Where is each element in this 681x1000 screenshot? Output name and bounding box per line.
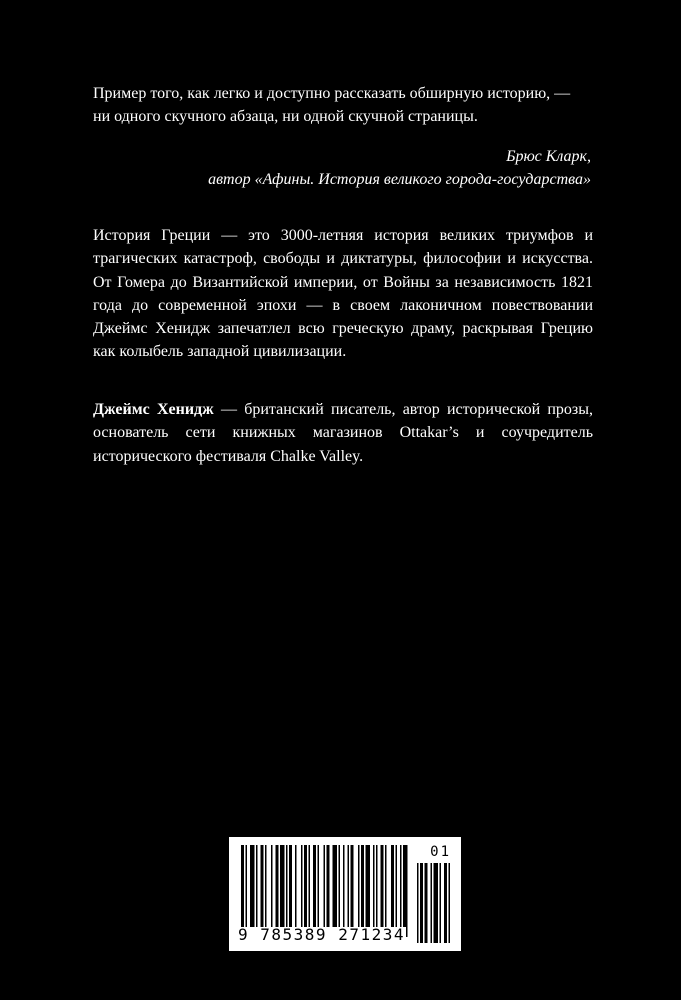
- quote-author-description: автор «Афины. История великого города-государства»: [208, 171, 591, 188]
- barcode-number: 9 785389 271234: [238, 925, 405, 944]
- barcode-bar: [381, 845, 384, 937]
- barcode-addon-bar: [444, 863, 447, 943]
- barcode-bar: [261, 845, 264, 937]
- barcode-bar: [396, 845, 398, 937]
- barcode-bar: [351, 845, 354, 937]
- barcode-bar: [256, 845, 258, 937]
- barcode-bar: [318, 845, 320, 937]
- barcode-bar: [241, 845, 244, 937]
- barcode-bar: [324, 845, 326, 937]
- barcode-bar: [403, 845, 408, 937]
- barcode-addon-bar: [420, 863, 423, 943]
- barcode-bar: [358, 845, 360, 937]
- author-bio: — британский писатель, автор исторической прозы, основатель сети книжных магазинов Ottakar’s и соучредитель исторического фестиваля Chalke Valley.: [93, 401, 594, 465]
- barcode-bar: [385, 845, 387, 937]
- barcode-bar: [276, 845, 279, 937]
- barcode-bar: [400, 845, 402, 937]
- review-quote: [93, 82, 593, 128]
- quote-line-1: Пример того, как легко и доступно рассказать обширную историю, —: [93, 85, 571, 102]
- barcode-addon-bar: [434, 863, 439, 943]
- author-name: Джеймс Хенидж: [93, 401, 214, 418]
- barcode-bar: [304, 845, 307, 937]
- barcode-bar: [391, 845, 394, 937]
- barcode-bar: [339, 845, 341, 937]
- barcode-bar: [286, 845, 288, 937]
- barcode-bar: [348, 845, 350, 937]
- barcode-bar: [333, 845, 338, 937]
- barcode-bar: [289, 845, 292, 937]
- quote-author: Брюс Кларк,: [506, 148, 591, 165]
- about-author: [93, 398, 593, 468]
- barcode-bar: [295, 845, 297, 937]
- barcode-addon-bar: [440, 863, 442, 943]
- barcode-addon-bar: [417, 863, 419, 943]
- book-description: [93, 224, 593, 364]
- barcode-addon-bar: [425, 863, 428, 943]
- barcode-bar: [373, 845, 375, 937]
- barcode-bar: [265, 845, 267, 937]
- barcode-bar: [250, 845, 255, 937]
- quote-line-2: ни одного скучного абзаца, ни одной скучной страницы.: [93, 108, 478, 125]
- barcode-bar: [327, 845, 330, 937]
- barcode-bar: [309, 845, 311, 937]
- barcode-bar: [366, 845, 371, 937]
- barcode: [229, 837, 461, 951]
- barcode-bar: [271, 845, 273, 937]
- barcode-bar: [313, 845, 316, 937]
- quote-attribution: [93, 145, 591, 191]
- barcode-bar: [246, 845, 248, 937]
- description-text: История Греции — это 3000-летняя история великих триумфов и трагических катастроф, свободы и диктатуры, философии и искусства. От Гомера до Византийской империи, от Войны за независимость 1821 года до современной эпохи — в своем лаконичном повествовании Джеймс Хенидж запечатлел всю греческую драму, раскрывая Грецию как колыбель западной цивилизации.: [93, 227, 593, 361]
- barcode-addon-bar: [449, 863, 451, 943]
- barcode-bar: [280, 845, 285, 937]
- barcode-addon: 01: [430, 844, 451, 860]
- barcode-bar: [301, 845, 303, 937]
- barcode-bar: [376, 845, 378, 937]
- barcode-bar: [361, 845, 364, 937]
- barcode-bar: [343, 845, 345, 937]
- barcode-addon-bar: [431, 863, 433, 943]
